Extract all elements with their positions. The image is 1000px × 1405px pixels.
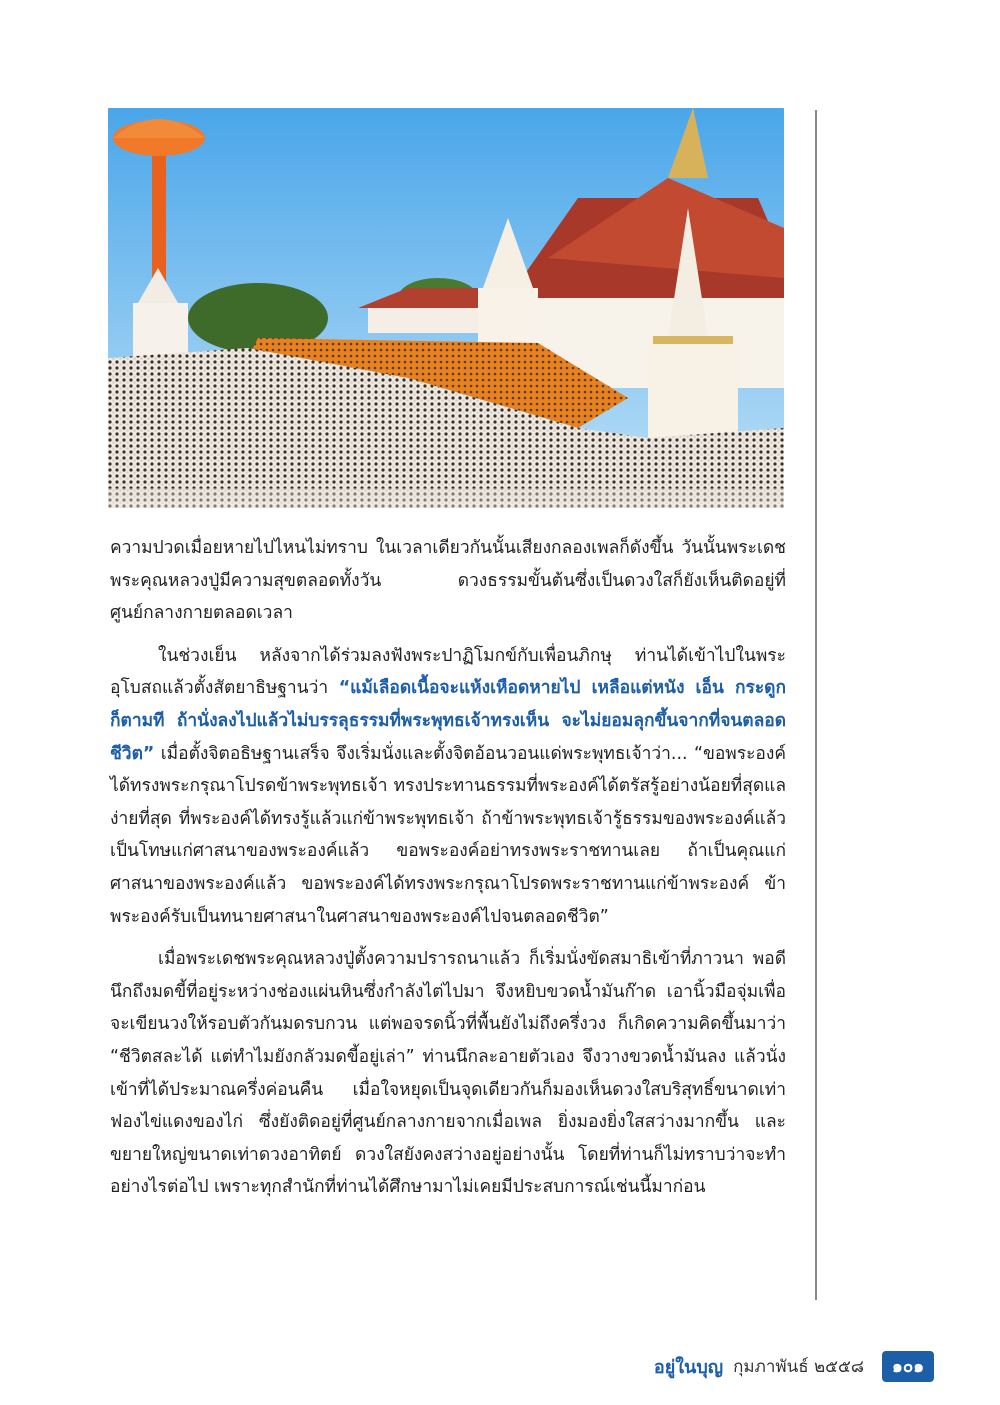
temple-photo <box>108 108 784 508</box>
paragraph-2 <box>110 640 786 933</box>
paragraph-1-text: ความปวดเมื่อยหายไปไหนไม่ทราบ ในเวลาเดียวกันนั้นเสียงกลองเพลก็ดังขึ้น วันนั้นพระเดชพระคุณหลวงปู่มีความสุขตลอดทั้งวัน ดวงธรรมขั้นต้นซึ่งเป็นดวงใสก็ยังเห็นติดอยู่ที่ศูนย์กลางกายตลอดเวลา <box>110 538 786 624</box>
margin-rule <box>815 110 817 1300</box>
paragraph-3-text: เมื่อพระเดชพระคุณหลวงปู่ตั้งความปรารถนาแล้ว ก็เริ่มนั่งขัดสมาธิเข้าที่ภาวนา พอดีนึกถึงมดขี้ที่อยู่ระหว่างช่องแผ่นหินซึ่งกำลังไต่ไปมา จึงหยิบขวดน้ำมันก๊าด เอานิ้วมือจุ่มเพื่อจะเขียนวงให้รอบตัวกันมดรบกวน แต่พอจรดนิ้วที่พื้นยังไม่ถึงครึ่งวง ก็เกิดความคิดขึ้นมาว่า “ชีวิตสละได้ แต่ทำไมยังกลัวมดขี้อยู่เล่า” ท่านนึกละอายตัวเอง จึงวางขวดน้ำมันลง แล้วนั่งเข้าที่ได้ประมาณครึ่งค่อนคืน เมื่อใจหยุดเป็นจุดเดียวกันก็มองเห็นดวงใสบริสุทธิ์ขนาดเท่าฟองไข่แดงของไก่ ซึ่งยังติดอยู่ที่ศูนย์กลางกายจากเมื่อเพล ยิ่งมองยิ่งใสสว่างมากขึ้น และขยายใหญ่ขนาดเท่าดวงอาทิตย์ ดวงใสยังคงสว่างอยู่อย่างนั้น โดยที่ท่านก็ไม่ทราบว่าจะทำอย่างไรต่อไป เพราะทุกสำนักที่ท่านได้ศึกษามาไม่เคยมีประสบการณ์เช่นนี้มาก่อน <box>110 949 786 1198</box>
paragraph-2-vow-quote: “แม้เลือดเนื้อจะแห้งเหือดหายไป เหลือแต่หนัง เอ็น กระดูก ก็ตามที ถ้านั่งลงไปแล้วไม่บรรลุธรรมที่พระพุทธเจ้าทรงเห็น จะไม่ยอมลุกขึ้นจากที่จนตลอดชีวิต” <box>110 678 786 764</box>
magazine-title: อยู่ในบุญ <box>653 1356 724 1378</box>
paragraph-2-text-a: ในช่วงเย็น หลังจากได้ร่วมลงฟังพระปาฏิโมกข์กับเพื่อนภิกษุ ท่านได้เข้าไปในพระอุโบสถแล้วตั้งสัตยาธิษฐานว่า <box>110 645 786 699</box>
page-number: ๑๐๑ <box>882 1351 934 1382</box>
paragraph-2-text-b: เมื่อตั้งจิตอธิษฐานเสร็จ จึงเริ่มนั่งและตั้งจิตอ้อนวอนแด่พระพุทธเจ้าว่า... “ขอพระองค์ได้ทรงพระกรุณาโปรดข้าพระพุทธเจ้า ทรงประทานธรรมที่พระองค์ได้ตรัสรู้อย่างน้อยที่สุดแลง่ายที่สุด ที่พระองค์ได้ทรงรู้แล้วแก่ข้าพระพุทธเจ้า ถ้าข้าพระพุทธเจ้ารู้ธรรมของพระองค์แล้วเป็นโทษแก่ศาสนาของพระองค์แล้ว ขอพระองค์อย่าทรงพระราชทานเลย ถ้าเป็นคุณแก่ศาสนาของพระองค์แล้ว ขอพระองค์ได้ทรงพระกรุณาโปรดพระราชทานแก่ข้าพระองค์ ข้าพระองค์รับเป็นทนายศาสนาในศาสนาของพระองค์ไปจนตลอดชีวิต” <box>110 743 786 927</box>
article-body <box>110 532 786 1214</box>
issue-date: กุมภาพันธ์ ๒๕๕๘ <box>733 1356 865 1377</box>
page-footer <box>654 1352 934 1380</box>
paragraph-1 <box>110 532 786 630</box>
paragraph-3 <box>110 943 786 1204</box>
